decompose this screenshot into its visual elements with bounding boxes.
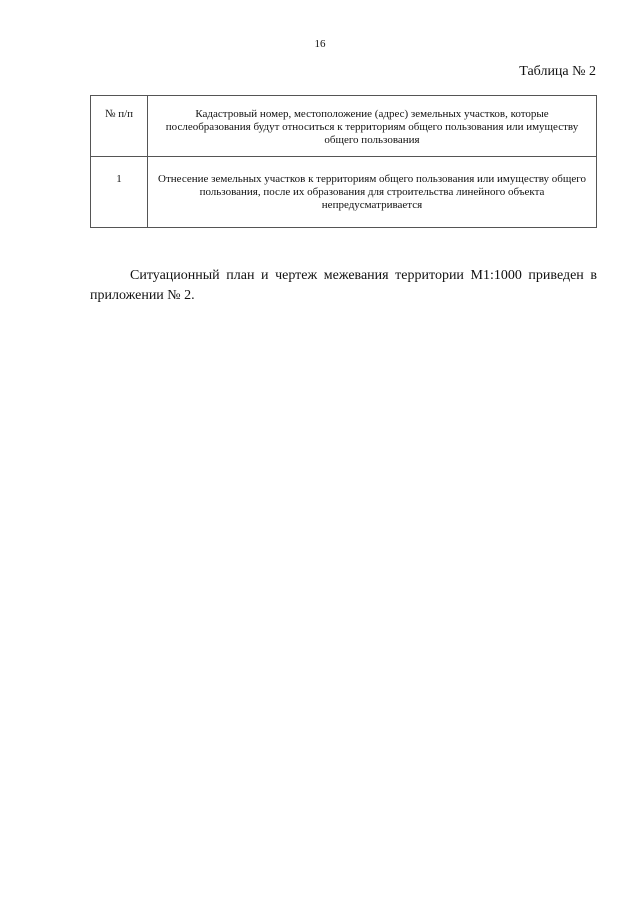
row-description: Отнесение земельных участков к территориям общего пользования или имуществу общего пользования, после их образования для строительства линейного объекта непредусматривается [148,157,597,228]
header-number: № п/п [91,96,148,157]
page-number: 16 [314,38,326,50]
land-plots-table [90,95,597,228]
body-paragraph: Ситуационный план и чертеж межевания территории М1:1000 приведен в приложении № 2. [90,268,597,303]
table-header-row [91,96,597,157]
row-number: 1 [91,157,148,228]
header-description: Кадастровый номер, местоположение (адрес) земельных участков, которые послеобразования будут относиться к территориям общего пользования или имуществу общего пользования [148,96,597,157]
table-row [91,157,597,228]
table-caption: Таблица № 2 [519,64,596,79]
